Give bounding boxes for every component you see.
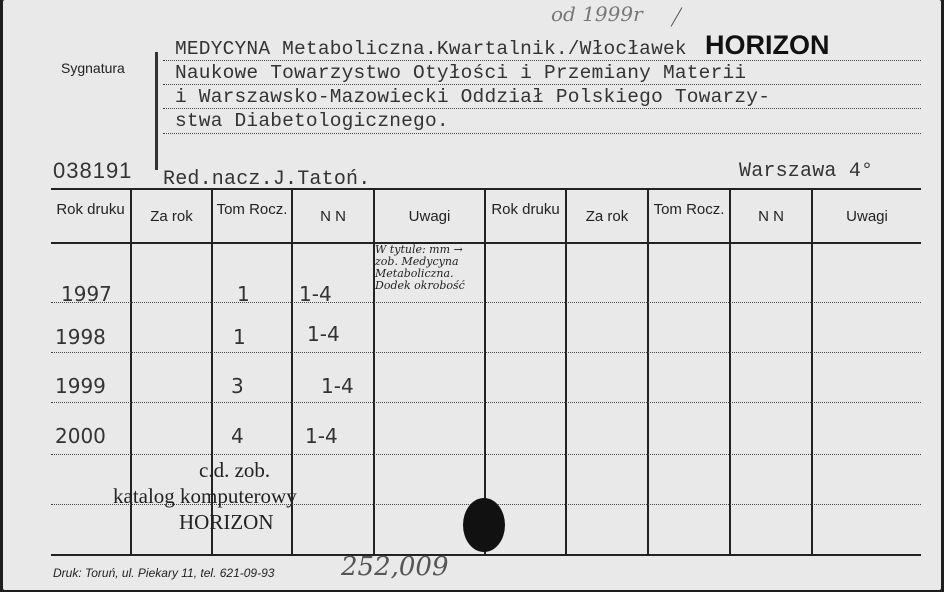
row-2000-tom: 4 (231, 424, 244, 448)
col-divider (647, 190, 649, 554)
signature-label: Sygnatura (61, 60, 125, 76)
header-za-rok: Za rok (585, 208, 629, 225)
horizon-stamp: HORIZON (705, 30, 830, 60)
row-1997-nn: 1-4 (299, 282, 332, 306)
row-1998-tom: 1 (233, 325, 246, 349)
row-guide (51, 454, 921, 455)
handwritten-slash (671, 7, 683, 27)
header-za-rok: Za rok (150, 208, 193, 225)
title-guide (163, 84, 921, 85)
handwritten-date-note: od 1999r (551, 2, 643, 26)
call-number: 038191 (53, 158, 133, 183)
header-rok-druku: Rok druku (491, 201, 560, 218)
continuation-line-3: HORIZON (179, 510, 274, 534)
editor-line: Red.nacz.J.Tatoń. (163, 168, 371, 191)
row-1997-year: 1997 (61, 282, 112, 306)
row-guide (51, 402, 921, 403)
col-divider (729, 190, 731, 554)
row-2000-nn: 1-4 (305, 424, 338, 448)
row-1998-nn: 1-4 (307, 322, 340, 346)
row-1999-year: 1999 (55, 374, 106, 398)
continuation-line-2: katalog komputerowy (113, 484, 297, 508)
row-2000-year: 2000 (55, 424, 106, 448)
row-1999-nn: 1-4 (321, 374, 354, 398)
row-guide (51, 352, 921, 353)
title-guide (163, 133, 921, 134)
header-tom-rocz: Tom Rocz. (653, 201, 725, 218)
table-bottom-rule (51, 554, 921, 556)
uwagi-note (375, 244, 465, 292)
printer-footer: Druk: Toruń, ul. Piekary 11, tel. 621-09-93 (53, 566, 275, 580)
uwagi-note-line: W tytule: mm → (375, 243, 463, 256)
signature-bar (155, 52, 158, 170)
uwagi-note-line: Dodek okrobość (375, 279, 465, 292)
table-header-rule (51, 242, 921, 244)
header-uwagi: Uwagi (408, 208, 451, 225)
header-tom-rocz: Tom Rocz. (216, 201, 288, 218)
col-divider (811, 190, 813, 554)
header-nn: N N (758, 208, 784, 225)
header-rok-druku: Rok druku (56, 201, 125, 218)
accession-number: 252,009 (341, 552, 449, 582)
table-top-rule (51, 188, 921, 190)
uwagi-note-line: zob. Medycyna (375, 255, 459, 268)
title-guide (163, 108, 921, 109)
place-format: Warszawa 4° (739, 160, 874, 183)
row-1999-tom: 3 (231, 374, 244, 398)
row-1997-tom: 1 (237, 282, 250, 306)
punch-hole (463, 498, 505, 552)
header-uwagi: Uwagi (846, 208, 888, 225)
continuation-line-1: c.d. zob. (199, 458, 271, 482)
title-line-1: MEDYCYNA Metaboliczna.Kwartalnik./Włocławek (175, 38, 687, 60)
row-1998-year: 1998 (55, 325, 106, 349)
title-line-4: stwa Diabetologicznego. (175, 110, 449, 132)
row-guide (51, 302, 921, 303)
catalog-card (3, 0, 941, 590)
col-divider (565, 190, 567, 554)
title-line-3: i Warszawsko-Mazowiecki Oddział Polskiego Towarzy- (175, 86, 771, 108)
uwagi-note-line: Metaboliczna. (375, 267, 454, 280)
header-nn: N N (320, 208, 346, 225)
title-line-2: Naukowe Towarzystwo Otyłości i Przemiany Materii (175, 62, 747, 84)
